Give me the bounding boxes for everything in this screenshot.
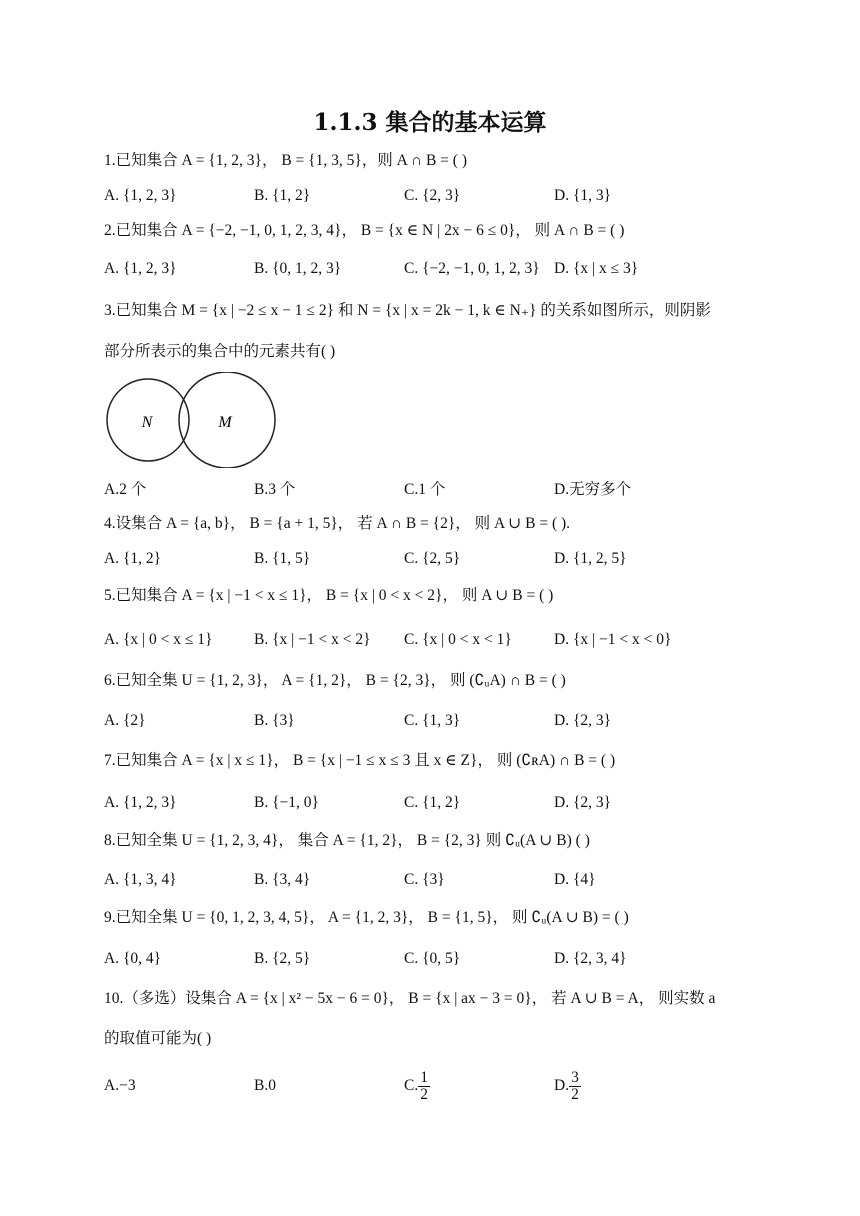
question-10-options xyxy=(104,1066,774,1106)
option-b[interactable]: B. {x | −1 < x < 2} xyxy=(254,631,371,648)
fraction-numerator: 1 xyxy=(420,1068,428,1086)
option-b[interactable]: B.3 个 xyxy=(254,481,296,498)
option-a[interactable]: A. {1, 2} xyxy=(104,550,162,567)
option-b[interactable] xyxy=(254,1066,276,1106)
option-b-letter: B. xyxy=(254,1077,269,1094)
venn-diagram xyxy=(104,372,284,468)
option-d[interactable]: D. {1, 2, 5} xyxy=(554,550,627,567)
option-a-value: −3 xyxy=(119,1077,136,1094)
option-c[interactable]: C. {3} xyxy=(404,871,445,888)
option-d[interactable] xyxy=(554,1066,581,1106)
option-d[interactable]: D.无穷多个 xyxy=(554,481,632,498)
option-c[interactable]: C. {0, 5} xyxy=(404,950,461,967)
question-7-options xyxy=(104,790,774,816)
option-d[interactable]: D. {x | −1 < x < 0} xyxy=(554,631,672,648)
fraction-denominator: 2 xyxy=(571,1085,579,1103)
question-3-text-line-2: 部分所表示的集合中的元素共有( ) xyxy=(104,343,336,360)
option-c[interactable]: C.1 个 xyxy=(404,481,446,498)
question-7-text: 7.已知集合 A = {x | x ≤ 1}， B = {x | −1 ≤ x ≤ 3 且 x ∈ Z}， 则 (∁ʀA) ∩ B = ( ) xyxy=(104,752,616,769)
option-d[interactable]: D. {2, 3} xyxy=(554,712,612,729)
option-c[interactable]: C. {2, 5} xyxy=(404,550,461,567)
option-a[interactable]: A. {0, 4} xyxy=(104,950,162,967)
fraction-denominator: 2 xyxy=(420,1085,428,1103)
option-c[interactable]: C. {1, 3} xyxy=(404,712,461,729)
question-10-text-line-1: 10.（多选）设集合 A = {x | x² − 5x − 6 = 0}， B = {x | ax − 3 = 0}， 若 A ∪ B = A， 则实数 a xyxy=(104,990,716,1007)
option-d[interactable]: D. {x | x ≤ 3} xyxy=(554,260,639,277)
option-d[interactable]: D. {2, 3, 4} xyxy=(554,950,627,967)
option-b[interactable]: B. {2, 5} xyxy=(254,950,311,967)
fraction-one-half xyxy=(418,1070,430,1103)
option-a[interactable]: A. {2} xyxy=(104,712,146,729)
option-b[interactable]: B. {0, 1, 2, 3} xyxy=(254,260,342,277)
option-b[interactable]: B. {1, 5} xyxy=(254,550,311,567)
option-a[interactable]: A. {1, 2, 3} xyxy=(104,260,177,277)
option-a-letter: A. xyxy=(104,1077,120,1094)
option-a[interactable]: A.2 个 xyxy=(104,481,147,498)
shaded-intersection xyxy=(193,379,275,461)
question-9-options xyxy=(104,946,774,972)
question-3-text-line-1: 3.已知集合 M = {x | −2 ≤ x − 1 ≤ 2} 和 N = {x | x = 2k − 1, k ∈ N₊} 的关系如图所示，则阴影 xyxy=(104,302,711,319)
option-c[interactable]: C. {−2, −1, 0, 1, 2, 3} xyxy=(404,260,540,277)
set-m-label: M xyxy=(218,414,232,431)
option-a[interactable]: A. {1, 2, 3} xyxy=(104,187,177,204)
set-n-label: N xyxy=(141,414,153,431)
option-d[interactable]: D. {4} xyxy=(554,871,596,888)
question-8-options xyxy=(104,867,774,893)
option-b[interactable]: B. {−1, 0} xyxy=(254,794,319,811)
question-4-text: 4.设集合 A = {a, b}， B = {a + 1, 5}， 若 A ∩ B = {2}， 则 A ∪ B = ( ). xyxy=(104,515,571,532)
option-b[interactable]: B. {3} xyxy=(254,712,295,729)
option-c[interactable]: C. {2, 3} xyxy=(404,187,461,204)
option-a[interactable] xyxy=(104,1066,136,1106)
option-b[interactable]: B. {3, 4} xyxy=(254,871,311,888)
question-2-options xyxy=(104,256,774,282)
question-10-text-line-2: 的取值可能为( ) xyxy=(104,1030,212,1047)
question-2-text: 2.已知集合 A = {−2, −1, 0, 1, 2, 3, 4}， B = {x ∈ N | 2x − 6 ≤ 0}， 则 A ∩ B = ( ) xyxy=(104,222,625,239)
option-d[interactable]: D. {1, 3} xyxy=(554,187,612,204)
question-6-options xyxy=(104,708,774,734)
option-d[interactable]: D. {2, 3} xyxy=(554,794,612,811)
option-b-value: 0 xyxy=(268,1077,276,1094)
question-6-text: 6.已知全集 U = {1, 2, 3}， A = {1, 2}， B = {2, 3}， 则 (∁ᵤA) ∩ B = ( ) xyxy=(104,672,566,689)
option-a[interactable]: A. {1, 2, 3} xyxy=(104,794,177,811)
question-5-text: 5.已知集合 A = {x | −1 < x ≤ 1}， B = {x | 0 < x < 2}， 则 A ∪ B = ( ) xyxy=(104,587,554,604)
option-a[interactable]: A. {x | 0 < x ≤ 1} xyxy=(104,631,213,648)
option-c-letter: C. xyxy=(404,1077,419,1094)
option-a[interactable]: A. {1, 3, 4} xyxy=(104,871,177,888)
question-9-text: 9.已知全集 U = {0, 1, 2, 3, 4, 5}， A = {1, 2, 3}， B = {1, 5}， 则 ∁ᵤ(A ∪ B) = ( ) xyxy=(104,909,629,926)
question-8-text: 8.已知全集 U = {1, 2, 3, 4}， 集合 A = {1, 2}， B = {2, 3} 则 ∁ᵤ(A ∪ B) ( ) xyxy=(104,832,590,849)
page-title: 1.1.3 集合的基本运算 xyxy=(313,109,547,136)
option-d-letter: D. xyxy=(554,1077,570,1094)
option-c[interactable] xyxy=(404,1066,430,1106)
question-3-options xyxy=(104,477,774,503)
option-c[interactable]: C. {1, 2} xyxy=(404,794,461,811)
question-4-options xyxy=(104,546,774,572)
question-1-text: 1.已知集合 A = {1, 2, 3}， B = {1, 3, 5}，则 A ∩ B = ( ) xyxy=(104,152,467,169)
option-c[interactable]: C. {x | 0 < x < 1} xyxy=(404,631,512,648)
fraction-three-halves xyxy=(569,1070,581,1103)
option-b[interactable]: B. {1, 2} xyxy=(254,187,311,204)
question-1-options xyxy=(104,183,774,209)
fraction-numerator: 3 xyxy=(571,1068,579,1086)
question-5-options xyxy=(104,627,774,653)
